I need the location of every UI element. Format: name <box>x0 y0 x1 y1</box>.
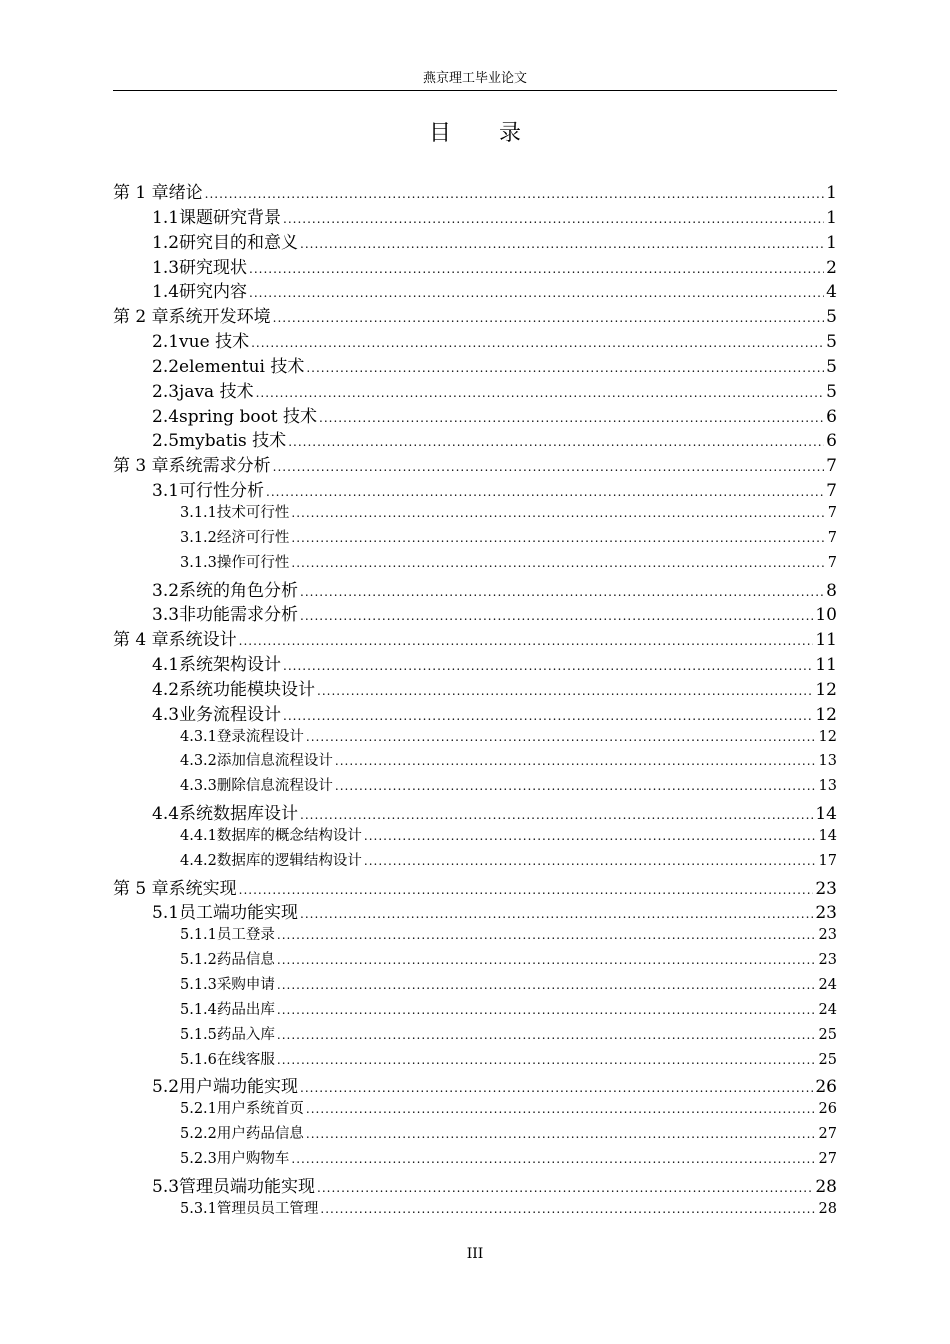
toc-entry-page: 11 <box>815 630 837 651</box>
dot-leader <box>249 262 824 276</box>
toc-entry-page: 26 <box>818 1101 837 1118</box>
toc-entry-number: 5.3.1 <box>180 1200 217 1217</box>
toc-entry-page: 5 <box>826 381 837 402</box>
dot-leader <box>291 531 825 545</box>
toc-entry-title: 系统的角色分析 <box>179 580 299 601</box>
toc-entry-number: 1.2 <box>152 232 180 253</box>
toc-entry[interactable] <box>113 973 837 998</box>
toc-entry-title: 课题研究背景 <box>179 207 282 228</box>
toc-entry-title: 采购申请 <box>216 977 275 993</box>
toc-entry-title: 研究目的和意义 <box>179 232 299 253</box>
toc-entry-page: 28 <box>818 1200 837 1217</box>
dot-leader <box>266 485 824 499</box>
toc-entry-page: 27 <box>818 1126 837 1143</box>
dot-leader <box>277 978 817 992</box>
toc-entry-number: 5.2.2 <box>180 1126 217 1143</box>
toc-entry-number: 3.2 <box>152 580 180 601</box>
dot-leader <box>249 286 824 300</box>
toc-entry-title: 员工登录 <box>216 927 275 944</box>
toc-entry[interactable] <box>113 948 837 973</box>
toc-entry-title: 业务流程设计 <box>179 704 282 725</box>
toc-entry-page: 12 <box>815 704 837 725</box>
toc-entry[interactable] <box>113 302 837 327</box>
dot-leader <box>306 361 824 375</box>
page-header: 燕京理工毕业论文 <box>422 71 527 86</box>
toc-entry-number: 第 4 章 <box>113 630 169 651</box>
toc-entry-number: 5.1.5 <box>180 1026 217 1043</box>
toc-entry[interactable] <box>113 824 837 849</box>
toc-entry-number: 2.5 <box>152 431 180 452</box>
toc-entry[interactable] <box>113 1072 837 1097</box>
toc-entry-title: elementui 技术 <box>179 356 305 377</box>
toc-entry-number: 2.2 <box>152 356 180 377</box>
toc-entry-title: 数据库的逻辑结构设计 <box>216 852 362 869</box>
toc-entry-page: 1 <box>826 232 837 253</box>
toc-entry-number: 3.3 <box>152 605 180 626</box>
toc-entry-title: 管理员端功能实现 <box>179 1176 316 1197</box>
toc-entry-title: 系统功能模块设计 <box>179 679 316 700</box>
toc-entry[interactable] <box>113 352 837 377</box>
dot-leader <box>335 754 817 768</box>
toc-entry[interactable] <box>113 377 837 402</box>
toc-entry-title: java 技术 <box>179 381 254 402</box>
toc-entry-title: 用户购物车 <box>216 1150 290 1167</box>
toc-entry-page: 5 <box>826 307 837 328</box>
dot-leader <box>251 336 824 350</box>
toc-entry-page: 1 <box>826 183 837 203</box>
dot-leader <box>277 1003 817 1017</box>
toc-entry[interactable] <box>113 203 837 228</box>
toc-entry-title: 登录流程设计 <box>216 728 304 745</box>
toc-entry-number: 第 5 章 <box>113 878 169 899</box>
toc-entry-page: 23 <box>815 878 837 899</box>
toc-entry[interactable] <box>113 898 837 923</box>
toc-entry-title: 绪论 <box>168 183 203 203</box>
toc-entry-number: 5.1.2 <box>180 952 217 969</box>
toc-entry-title: 删除信息流程设计 <box>216 778 333 795</box>
toc-entry[interactable] <box>113 774 837 799</box>
toc-entry-page: 5 <box>826 356 837 377</box>
toc-entry[interactable] <box>113 576 837 601</box>
dot-leader <box>283 659 813 673</box>
toc-entry-number: 5.2 <box>152 1077 180 1098</box>
toc-entry-page: 14 <box>818 827 837 844</box>
dot-leader <box>239 883 814 897</box>
dot-leader <box>300 237 824 251</box>
toc-entry-number: 2.4 <box>152 406 180 427</box>
toc-entry-page: 7 <box>826 481 837 502</box>
toc-entry-page: 23 <box>818 927 837 944</box>
toc-entry-number: 5.1 <box>152 903 180 924</box>
dot-leader <box>320 1202 816 1216</box>
toc-entry-title: 研究现状 <box>179 257 248 278</box>
toc-entry-number: 3.1.3 <box>180 554 217 571</box>
toc-entry[interactable] <box>113 327 837 352</box>
toc-entry-page: 7 <box>826 456 837 477</box>
toc-entry-title: spring boot 技术 <box>179 406 318 427</box>
toc-entry-title: mybatis 技术 <box>179 431 287 452</box>
toc-entry[interactable] <box>113 600 837 625</box>
toc-entry-page: 7 <box>827 554 837 571</box>
toc-entry-title: vue 技术 <box>179 332 250 353</box>
dot-leader <box>205 187 825 201</box>
toc-entry-title: 操作可行性 <box>216 554 290 571</box>
toc-entry-page: 7 <box>827 529 837 546</box>
toc-entry-page: 13 <box>818 778 837 795</box>
dot-leader <box>300 1081 813 1095</box>
toc-entry-number: 3.1.1 <box>180 504 217 521</box>
toc-entry[interactable] <box>113 675 837 700</box>
toc-entry-number: 5.3 <box>152 1176 180 1197</box>
toc-entry[interactable] <box>113 1197 837 1222</box>
toc-entry-title: 数据库的概念结构设计 <box>216 827 362 844</box>
toc-entry-number: 4.1 <box>152 655 180 676</box>
toc-entry-page: 25 <box>818 1026 837 1043</box>
dot-leader <box>283 212 824 226</box>
toc-entry-number: 5.1.3 <box>180 977 217 993</box>
toc-entry[interactable] <box>113 551 837 576</box>
toc-entry[interactable] <box>113 526 837 551</box>
toc-entry-title: 系统数据库设计 <box>179 804 299 825</box>
toc-entry-page: 1 <box>826 207 837 228</box>
toc-entry[interactable] <box>113 725 837 750</box>
toc-entry-title: 药品出库 <box>216 1001 275 1018</box>
toc-entry-page: 14 <box>815 804 837 825</box>
toc-entry[interactable] <box>113 476 837 501</box>
toc-entry[interactable] <box>113 749 837 774</box>
toc-entry-number: 5.1.4 <box>180 1001 217 1018</box>
toc-entry-page: 11 <box>815 655 837 676</box>
toc-entry-number: 4.4.2 <box>180 852 217 869</box>
toc-entry[interactable] <box>113 998 837 1023</box>
toc-entry-title: 添加信息流程设计 <box>216 753 333 770</box>
toc-entry[interactable] <box>113 1097 837 1122</box>
dot-leader <box>256 386 825 400</box>
toc-entry-number: 2.3 <box>152 381 180 402</box>
dot-leader <box>277 1028 817 1042</box>
toc-entry-page: 8 <box>826 580 837 601</box>
toc-entry-page: 4 <box>826 282 837 303</box>
dot-leader <box>288 435 824 449</box>
toc-entry[interactable] <box>113 1147 837 1172</box>
toc-entry-title: 经济可行性 <box>216 529 290 546</box>
dot-leader <box>317 684 813 698</box>
table-of-contents <box>113 178 837 1221</box>
toc-entry[interactable] <box>113 1023 837 1048</box>
dot-leader <box>300 808 813 822</box>
toc-entry-title: 管理员员工管理 <box>216 1200 319 1217</box>
toc-entry-title: 系统架构设计 <box>179 655 282 676</box>
toc-entry-number: 第 2 章 <box>113 307 169 328</box>
toc-entry-page: 6 <box>826 431 837 452</box>
dot-leader <box>291 556 825 570</box>
toc-entry-title: 用户系统首页 <box>216 1101 304 1118</box>
dot-leader <box>306 730 817 744</box>
toc-entry-number: 1.3 <box>152 257 180 278</box>
toc-entry-page: 24 <box>818 1001 837 1018</box>
dot-leader <box>291 506 825 520</box>
toc-entry-page: 25 <box>818 1051 837 1068</box>
dot-leader <box>300 609 813 623</box>
toc-entry-number: 3.1 <box>152 481 180 502</box>
dot-leader <box>335 779 817 793</box>
toc-entry-page: 2 <box>826 257 837 278</box>
dot-leader <box>364 854 817 868</box>
toc-entry-number: 5.2.1 <box>180 1101 217 1118</box>
toc-entry-page: 23 <box>815 903 837 924</box>
toc-entry-page: 28 <box>815 1176 837 1197</box>
toc-entry[interactable] <box>113 178 837 203</box>
toc-entry-title: 技术可行性 <box>216 504 290 521</box>
toc-entry-page: 12 <box>815 679 837 700</box>
toc-entry[interactable] <box>113 1122 837 1147</box>
dot-leader <box>364 829 817 843</box>
toc-entry[interactable] <box>113 700 837 725</box>
dot-leader <box>273 311 825 325</box>
toc-entry-page: 23 <box>818 952 837 969</box>
toc-entry-number: 第 1 章 <box>113 183 169 203</box>
toc-entry[interactable] <box>113 625 837 650</box>
toc-entry[interactable] <box>113 451 837 476</box>
toc-entry-page: 26 <box>815 1077 837 1098</box>
toc-entry-title: 用户药品信息 <box>216 1126 304 1143</box>
toc-entry-number: 第 3 章 <box>113 456 169 477</box>
toc-entry-title: 系统需求分析 <box>168 456 271 477</box>
dot-leader <box>277 953 817 967</box>
toc-entry-page: 5 <box>826 332 837 353</box>
toc-entry[interactable] <box>113 228 837 253</box>
toc-entry-number: 4.3 <box>152 704 180 725</box>
toc-entry-number: 4.2 <box>152 679 180 700</box>
toc-entry-title: 员工端功能实现 <box>179 903 299 924</box>
dot-leader <box>291 1152 816 1166</box>
dot-leader <box>300 907 813 921</box>
toc-entry-page: 12 <box>818 728 837 745</box>
toc-entry-page: 7 <box>827 504 837 521</box>
dot-leader <box>283 709 813 723</box>
dot-leader <box>273 460 825 474</box>
toc-entry-page: 27 <box>818 1150 837 1167</box>
dot-leader <box>319 411 824 425</box>
toc-entry[interactable] <box>113 849 837 874</box>
toc-entry-title: 研究内容 <box>179 282 248 303</box>
toc-entry[interactable] <box>113 923 837 948</box>
toc-entry[interactable] <box>113 501 837 526</box>
toc-entry-title: 系统实现 <box>168 878 237 899</box>
toc-entry-number: 5.2.3 <box>180 1150 217 1167</box>
dot-leader <box>300 585 824 599</box>
dot-leader <box>317 1181 813 1195</box>
toc-entry-title: 在线客服 <box>216 1051 275 1068</box>
toc-entry[interactable] <box>113 874 837 899</box>
toc-entry[interactable] <box>113 799 837 824</box>
toc-entry[interactable] <box>113 1172 837 1197</box>
page-number: III <box>466 1246 484 1262</box>
toc-entry-title: 用户端功能实现 <box>179 1077 299 1098</box>
toc-entry-number: 5.1.1 <box>180 927 217 944</box>
toc-entry-number: 5.1.6 <box>180 1051 217 1068</box>
dot-leader <box>306 1127 817 1141</box>
toc-entry-title: 药品入库 <box>216 1026 275 1043</box>
toc-entry-title: 系统开发环境 <box>168 307 271 328</box>
toc-entry[interactable] <box>113 426 837 451</box>
header-divider <box>113 90 837 91</box>
toc-entry-number: 4.3.2 <box>180 753 217 770</box>
dot-leader <box>277 928 817 942</box>
toc-entry-title: 药品信息 <box>216 952 275 969</box>
toc-entry-number: 4.4.1 <box>180 827 217 844</box>
toc-entry-title: 系统设计 <box>168 630 237 651</box>
toc-title: 目录 <box>428 121 569 146</box>
toc-entry-page: 17 <box>818 852 837 869</box>
toc-entry-page: 24 <box>818 977 837 993</box>
toc-entry-number: 1.1 <box>152 207 180 228</box>
toc-entry[interactable] <box>113 402 837 427</box>
toc-entry-page: 13 <box>818 753 837 770</box>
toc-entry[interactable] <box>113 1048 837 1073</box>
toc-entry[interactable] <box>113 253 837 278</box>
toc-entry-number: 1.4 <box>152 282 180 303</box>
toc-entry-number: 3.1.2 <box>180 529 217 546</box>
toc-entry-number: 2.1 <box>152 332 180 353</box>
toc-entry-page: 10 <box>815 605 837 626</box>
toc-entry-title: 可行性分析 <box>179 481 265 502</box>
toc-entry-number: 4.3.3 <box>180 778 217 795</box>
dot-leader <box>239 634 814 648</box>
toc-entry[interactable] <box>113 650 837 675</box>
toc-entry-title: 非功能需求分析 <box>179 605 299 626</box>
toc-entry-page: 6 <box>826 406 837 427</box>
dot-leader <box>306 1102 817 1116</box>
dot-leader <box>277 1053 817 1067</box>
toc-entry-number: 4.3.1 <box>180 728 217 745</box>
toc-entry[interactable] <box>113 277 837 302</box>
toc-entry-number: 4.4 <box>152 804 180 825</box>
